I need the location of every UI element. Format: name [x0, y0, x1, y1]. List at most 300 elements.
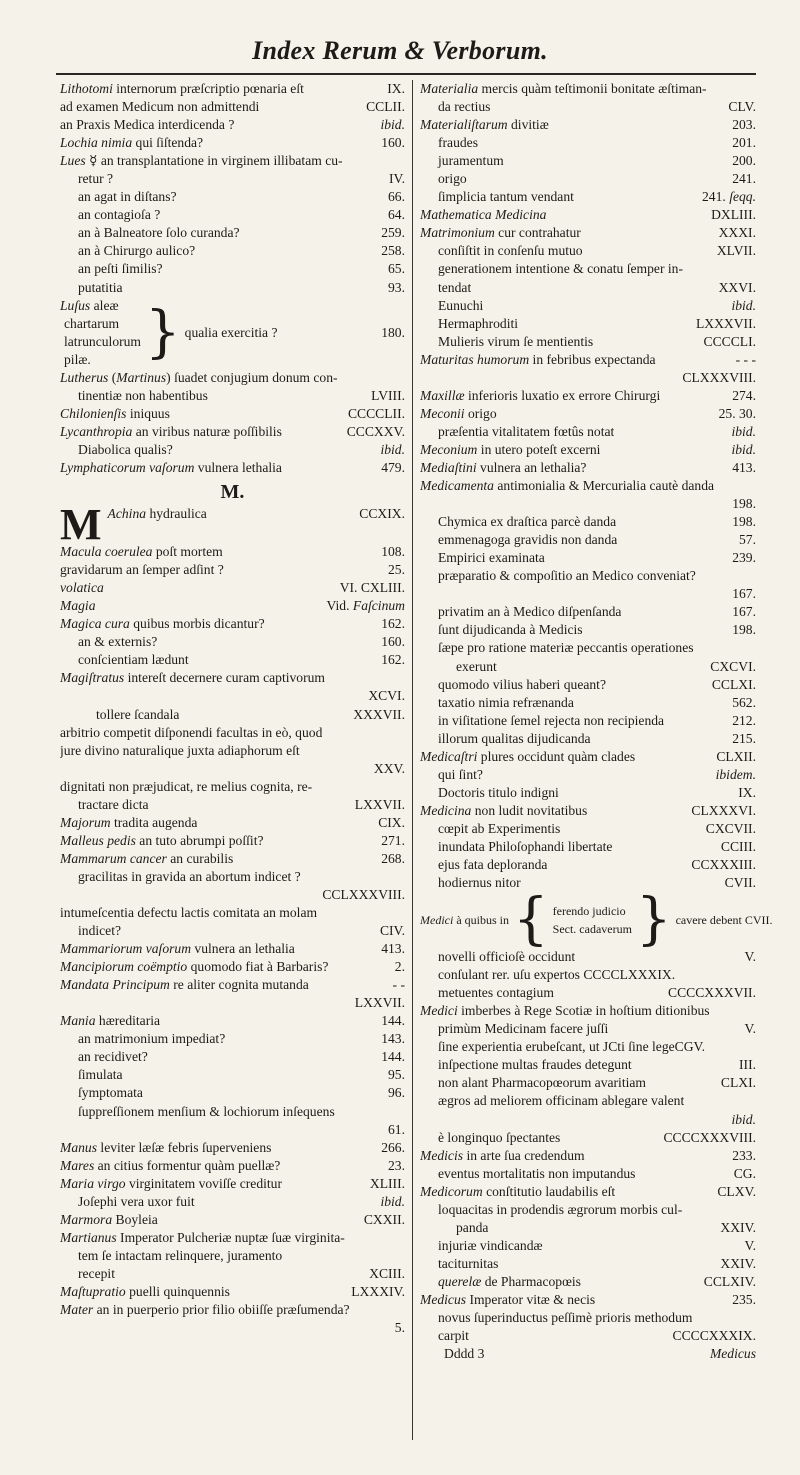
index-entry [420, 242, 756, 260]
entry-text: ad examen Medicum non admittendi [60, 99, 260, 115]
index-entry [60, 868, 405, 886]
entry-text: ſimplicia tantum vendant [438, 189, 574, 205]
index-entry [420, 170, 756, 188]
entry-reference: CLXXXVIII. [682, 369, 756, 385]
entry-text: Mares an citius formentur quàm puellæ? [60, 1157, 281, 1173]
index-entry [420, 80, 756, 98]
entry-reference: CCIII. [720, 838, 756, 854]
brace-after: cavere debent CVII. [675, 913, 773, 928]
entry-text: ægros ad meliorem officinam ablegare valent [438, 1093, 685, 1109]
entry-text: ſæpe pro ratione materiæ peccantis operationes [438, 640, 694, 656]
entry-text: Malleus pedis an tuto abrumpi poſſit? [60, 832, 264, 848]
entry-reference: XLVII. [716, 243, 756, 259]
entry-text: an matrimonium impediat? [78, 1031, 226, 1047]
index-entry [420, 531, 756, 549]
index-entry [420, 1056, 756, 1074]
entry-text: fraudes [438, 135, 479, 151]
index-entry [60, 134, 405, 152]
entry-reference: XXIV. [720, 1219, 756, 1235]
entry-text: ſuppreſſionem menſium & lochiorum inſequens [78, 1103, 335, 1119]
entry-text: præparatio & compoſitio an Medico conveniat? [438, 568, 696, 584]
brace-items [60, 315, 141, 369]
entry-text: an & externis? [78, 634, 158, 650]
entry-text: Chilonienſis iniquus [60, 405, 170, 421]
medici-entry [420, 887, 773, 953]
entry-text: an à Balneatore ſolo curanda? [78, 225, 240, 241]
index-entry [60, 98, 405, 116]
entry-text: Mammariorum vaſorum vulnera an lethalia [60, 941, 295, 957]
brace-glyph-close: } [635, 887, 672, 953]
index-entry [60, 633, 405, 651]
entry-reference: LVIII. [371, 387, 405, 403]
index-entry [420, 984, 756, 1002]
entry-reference: CCCXXV. [346, 423, 405, 439]
index-entry [420, 1237, 756, 1255]
index-entry [420, 351, 756, 369]
entry-text: qui ſint? [438, 766, 483, 782]
entry-text: non alant Pharmacopœorum avaritiam [438, 1075, 646, 1091]
entry-reference: 95. [388, 1067, 405, 1083]
index-entry [420, 948, 756, 966]
index-entry [420, 1165, 756, 1183]
index-entry [60, 760, 405, 778]
entry-reference: 235. [732, 1292, 756, 1307]
entry-reference: 66. [388, 189, 405, 205]
index-entry [420, 730, 756, 748]
entry-reference: CLV. [728, 99, 756, 115]
entry-reference: CCLXI. [711, 676, 756, 692]
index-entry [60, 1211, 405, 1229]
index-entry [420, 206, 756, 224]
index-entry [420, 441, 756, 459]
entry-text: Lithotomi internorum præſcriptio pœnaria eſt [60, 81, 304, 96]
index-entry [420, 116, 756, 134]
index-entry [60, 994, 405, 1012]
entry-reference: 96. [388, 1085, 405, 1101]
entry-text: hodiernus nitor [438, 875, 521, 891]
index-entry [60, 1048, 405, 1066]
entry-text: Mater an in puerperio prior filio obiiſſe præſumenda? [60, 1302, 350, 1318]
entry-text: an à Chirurgo aulico? [78, 243, 196, 259]
entry-reference: ibid. [380, 441, 405, 457]
index-entry [420, 784, 756, 802]
index-entry [60, 814, 405, 832]
index-entry [60, 976, 405, 994]
entry-text: origo [438, 171, 467, 187]
index-entry [60, 1139, 405, 1157]
entry-reference: CG. [733, 1165, 756, 1181]
entry-text: Manus leviter læſæ febris ſuperveniens [60, 1139, 272, 1155]
left-entries-l [60, 80, 405, 297]
brace-glyph-close: } [145, 299, 181, 365]
entry-reference: 413. [732, 459, 756, 475]
brace-item: Sect. cadaverum [552, 922, 632, 937]
entry-reference: 162. [381, 652, 405, 668]
entry-text: tendat [438, 279, 472, 295]
right-column [420, 80, 773, 1363]
index-entry [60, 651, 405, 669]
index-entry [420, 477, 756, 495]
entry-text: Mania hæreditaria [60, 1013, 161, 1029]
entry-reference: 212. [732, 712, 756, 728]
entry-text: Maxillæ inferioris luxatio ex errore Chirurgi [420, 387, 661, 403]
index-entry [60, 1012, 405, 1030]
entry-text: an recidivet? [78, 1049, 148, 1065]
entry-reference: XXXVII. [353, 706, 405, 722]
footer-line [420, 1345, 756, 1363]
index-entry [60, 561, 405, 579]
entry-text: arbitrio competit diſponendi facultas in eò, quod [60, 724, 323, 740]
index-entry [420, 423, 756, 441]
entry-text: Maturitas humorum in febribus expectanda [420, 351, 656, 367]
index-entry [60, 80, 405, 98]
index-entry [60, 170, 405, 188]
entry-text: an agat in diſtans? [78, 189, 177, 205]
entry-reference: 25. 30. [718, 405, 756, 421]
entry-reference: CCCCXXXVII. [668, 985, 756, 1001]
index-entry [420, 1255, 756, 1273]
entry-text: an contagioſa ? [78, 207, 161, 223]
signature-mark: Dddd 3 [444, 1346, 485, 1362]
entry-reference: 64. [388, 207, 405, 223]
column-divider [412, 80, 413, 1440]
index-entry [420, 838, 756, 856]
entry-text: emmenagoga gravidis non danda [438, 532, 618, 548]
entry-reference: XXXI. [718, 225, 756, 241]
entry-reference: XXVI. [718, 279, 756, 295]
entry-text: Magia [60, 598, 96, 614]
entry-text: querelæ de Pharmacopœis [438, 1273, 581, 1289]
index-entry [60, 1301, 405, 1319]
index-entry [420, 188, 756, 206]
entry-text: eventus mortalitatis non imputandus [438, 1165, 636, 1181]
entry-text: retur ? [78, 171, 114, 187]
entry-text: Mancipiorum coëmptio quomodo fiat à Barbaris? [60, 959, 329, 975]
entry-text: Medicaſtri plures occidunt quàm clades [420, 748, 636, 764]
index-entry [60, 687, 405, 705]
entry-text: tractare dicta [78, 796, 149, 812]
index-entry [60, 1157, 405, 1175]
entry-reference: CCLXXXVIII. [322, 886, 405, 902]
index-entry [60, 1175, 405, 1193]
index-entry [420, 369, 756, 387]
entry-reference: 258. [381, 243, 405, 259]
entry-text: tem ſe intactam relinquere, juramento [78, 1247, 283, 1263]
entry-reference: CCXXXIII. [691, 857, 756, 873]
entry-reference: V. [744, 1021, 756, 1037]
entry-reference: 271. [381, 832, 405, 848]
index-entry [420, 676, 756, 694]
entry-reference: 144. [381, 1049, 405, 1065]
index-entry [420, 1111, 756, 1129]
index-entry [420, 1092, 756, 1110]
entry-reference: 259. [381, 225, 405, 241]
entry-reference: XXV. [373, 760, 405, 776]
index-entry [60, 958, 405, 976]
index-entry [60, 206, 405, 224]
entry-text: Lochia nimia qui ſiſtenda? [60, 135, 204, 151]
index-entry [60, 706, 405, 724]
index-entry [420, 333, 756, 351]
entry-reference: CCXIX. [359, 506, 405, 522]
index-entry [420, 874, 756, 892]
index-entry [60, 369, 405, 387]
entry-reference: CCCCXXXVIII. [663, 1129, 756, 1145]
entry-reference: VI. CXLIII. [339, 580, 405, 596]
entry-reference: CCCCLI. [703, 333, 756, 349]
index-entry [420, 621, 756, 639]
entry-text: Lutherus (Martinus) ſuadet conjugium donum con- [60, 369, 338, 385]
entry-text: Magiſtratus intereſt decernere curam captivorum [60, 670, 325, 686]
entry-text: conſulant rer. uſu expertos CCCCLXXXIX. [438, 967, 676, 983]
index-entry [420, 1219, 756, 1237]
entry-reference: CXXII. [363, 1211, 405, 1227]
entry-text: Meconii origo [420, 405, 497, 421]
entry-reference: ibid. [731, 441, 756, 457]
index-entry [420, 513, 756, 531]
brace-item: latrunculorum [64, 333, 142, 349]
brace-after: qualia exercitia ? [184, 324, 278, 340]
entry-text: recepit [78, 1265, 115, 1281]
index-entry [420, 1147, 756, 1165]
entry-text: taciturnitas [438, 1255, 499, 1271]
entry-text: taxatio nimia refrænanda [438, 694, 574, 710]
index-entry [420, 712, 756, 730]
entry-text: Medicamenta antimonialia & Mercurialia cautè danda [420, 478, 715, 494]
index-entry [420, 98, 756, 116]
entry-text: præſentia vitalitatem fœtûs notat [438, 423, 615, 439]
entry-text: Materialia mercis quàm teſtimonii bonitate æſtiman- [420, 81, 707, 96]
index-entry [420, 495, 756, 513]
entry-reference: 239. [732, 550, 756, 566]
entry-reference: 479. [381, 459, 405, 475]
entry-reference: 233. [732, 1147, 756, 1163]
entry-reference: ibid. [731, 297, 756, 313]
entry-text: ejus fata deploranda [438, 857, 548, 873]
entry-text: Medici imberbes à Rege Scotiæ in hoſtium ditionibus [420, 1003, 710, 1019]
entry-reference: CXCVI. [710, 658, 756, 674]
index-entry [420, 1129, 756, 1147]
brace-items [553, 902, 632, 938]
entry-reference: 108. [381, 544, 405, 560]
index-entry [60, 940, 405, 958]
entry-text: Martianus Imperator Pulcheriæ nuptæ ſuæ virginita- [60, 1229, 345, 1245]
entry-text: generationem intentione & conatu ſemper in- [438, 261, 683, 277]
entry-text: ſimulata [78, 1067, 123, 1083]
entry-text: tinentiæ non habentibus [78, 387, 208, 403]
entry-text: Diabolica qualis? [78, 441, 173, 457]
index-entry [420, 1038, 756, 1056]
index-entry [420, 639, 756, 657]
index-entry [420, 279, 756, 297]
entry-reference: 200. [732, 153, 756, 169]
index-entry [420, 658, 756, 676]
index-entry [60, 188, 405, 206]
entry-text: ſine experientia erubeſcant, ut JCti ſine legeCGV. [438, 1039, 706, 1055]
index-entry [60, 242, 405, 260]
entry-reference: 5. [394, 1320, 405, 1336]
entry-reference: CLXXXVI. [691, 802, 756, 818]
entry-text: Majorum tradita augenda [60, 814, 198, 830]
index-entry [60, 405, 405, 423]
entry-reference: ibidem. [715, 766, 756, 782]
entry-reference: 198. [732, 514, 756, 530]
entry-reference: 241. ſeqq. [702, 189, 756, 205]
entry-text: Hermaphroditi [438, 315, 519, 331]
index-entry [420, 694, 756, 712]
entry-text: ſymptomata [78, 1085, 143, 1101]
entry-reference: LXXXVII. [695, 315, 756, 331]
index-entry [60, 116, 405, 134]
index-entry [420, 603, 756, 621]
index-entry [420, 260, 756, 278]
entry-text: Macula coerulea poſt mortem [60, 544, 223, 560]
index-entry [420, 405, 756, 423]
index-entry [60, 922, 405, 940]
entry-reference: 198. [732, 496, 756, 512]
index-entry [60, 1103, 405, 1121]
index-entry [60, 505, 405, 543]
left-entries-l2 [60, 369, 405, 477]
entry-reference: XXIV. [720, 1255, 756, 1271]
entry-text: juramentum [438, 153, 504, 169]
entry-reference: V. [744, 1237, 756, 1253]
index-entry [420, 820, 756, 838]
entry-text: volatica [60, 580, 104, 596]
entry-reference: III. [739, 1057, 756, 1073]
index-entry [60, 904, 405, 922]
entry-text: inundata Philoſophandi libertate [438, 838, 613, 854]
index-entry [420, 802, 756, 820]
entry-reference: 93. [388, 279, 405, 295]
entry-reference: CCCCLII. [347, 405, 405, 421]
entry-reference: 180. [381, 324, 405, 340]
entry-reference: XCVI. [368, 688, 405, 704]
index-entry [420, 748, 756, 766]
brace-item: ferendo judicio [552, 904, 626, 919]
entry-reference: 162. [381, 616, 405, 632]
entry-reference: CCCCXXXIX. [672, 1328, 756, 1344]
index-entry [60, 279, 405, 297]
entry-reference: 25. [388, 562, 405, 578]
index-entry [420, 766, 756, 784]
entry-text: Lycanthropia an viribus naturæ poſſibilis [60, 423, 282, 439]
index-entry [60, 1319, 405, 1337]
entry-text: Meconium in utero poteſt excerni [420, 441, 601, 457]
index-entry [420, 224, 756, 242]
entry-reference: IX. [387, 81, 405, 96]
entry-text: Medicis in arte ſua credendum [420, 1147, 585, 1163]
entry-reference: 203. [732, 117, 756, 133]
left-column [60, 80, 405, 1337]
entry-text: an Praxis Medica interdicenda ? [60, 117, 235, 133]
index-entry [60, 441, 405, 459]
index-entry [420, 1020, 756, 1038]
header-rule [56, 73, 756, 75]
entry-text: putatitia [78, 279, 123, 295]
index-entry [60, 459, 405, 477]
entry-reference: CIX. [378, 814, 405, 830]
index-entry [60, 850, 405, 868]
index-entry [60, 387, 405, 405]
index-entry [60, 615, 405, 633]
brace-head: Luſus aleæ [60, 297, 119, 313]
entry-reference: IX. [738, 784, 756, 800]
index-entry [420, 134, 756, 152]
entry-reference: ibid. [731, 423, 756, 439]
entry-text: panda [456, 1219, 489, 1235]
entry-reference: CCLII. [366, 99, 405, 115]
entry-text: Maſtupratio puelli quinquennis [60, 1284, 230, 1299]
index-entry [420, 1201, 756, 1219]
entry-reference: 413. [381, 941, 405, 957]
entry-reference: 167. [732, 604, 756, 620]
entry-reference: 61. [388, 1121, 405, 1137]
index-entry [60, 543, 405, 561]
entry-text: Mulieris virum ſe mentientis [438, 333, 594, 349]
brace-glyph: { [513, 887, 549, 953]
index-entry [60, 224, 405, 242]
index-entry [60, 260, 405, 278]
entry-reference: IV. [389, 171, 405, 187]
entry-reference: LXXVII. [354, 995, 405, 1011]
index-entry [60, 1247, 405, 1265]
index-entry [420, 966, 756, 984]
entry-text: in viſitatione ſemel rejecta non recipienda [438, 712, 665, 728]
brace-head: Medici à quibus in [420, 913, 509, 928]
index-entry [60, 832, 405, 850]
index-entry [420, 1327, 756, 1345]
entry-text: metuentes contagium [438, 985, 554, 1001]
entry-reference: LXXVII. [354, 796, 405, 812]
index-entry [420, 315, 756, 333]
index-entry [420, 856, 756, 874]
entry-text: injuriæ vindicandæ [438, 1237, 543, 1253]
index-entry [60, 724, 405, 742]
entry-text: Mediaſtini vulnera an lethalia? [420, 459, 587, 475]
lusus-entry [60, 297, 405, 369]
entry-text: Joſephi vera uxor fuit [78, 1193, 195, 1209]
index-entry [60, 669, 405, 687]
index-entry [420, 585, 756, 603]
right-entries-1 [420, 80, 756, 892]
entry-text: conſcientiam lædunt [78, 652, 189, 668]
entry-text: dignitati non præjudicat, re melius cognita, re- [60, 778, 313, 794]
right-entries-2 [420, 948, 756, 1345]
entry-reference: CLXII. [716, 748, 756, 764]
entry-reference: Vid. Faſcinum [326, 598, 405, 614]
entry-reference: 65. [388, 261, 405, 277]
entry-reference: ibid. [731, 1111, 756, 1127]
entry-reference: ibid. [380, 1193, 405, 1209]
entry-reference: 144. [381, 1013, 405, 1029]
index-entry [420, 387, 756, 405]
entry-text: Chymica ex draſtica parcè danda [438, 514, 617, 530]
entry-text: loquacitas in prodendis ægrorum morbis cul- [438, 1201, 683, 1217]
entry-reference: DXLIII. [711, 207, 756, 223]
index-entry [60, 1084, 405, 1102]
index-entry [60, 152, 405, 170]
entry-reference: 241. [732, 171, 756, 187]
entry-reference: 268. [381, 850, 405, 866]
index-entry [420, 297, 756, 315]
entry-reference: 167. [732, 586, 756, 602]
entry-text: novus ſuperinductus peſſimè prioris methodum [438, 1310, 693, 1326]
entry-reference: 274. [732, 387, 756, 403]
entry-reference: 160. [381, 634, 405, 650]
page-header: Index Rerum & Verborum. [252, 36, 548, 65]
entry-reference: 215. [732, 730, 756, 746]
